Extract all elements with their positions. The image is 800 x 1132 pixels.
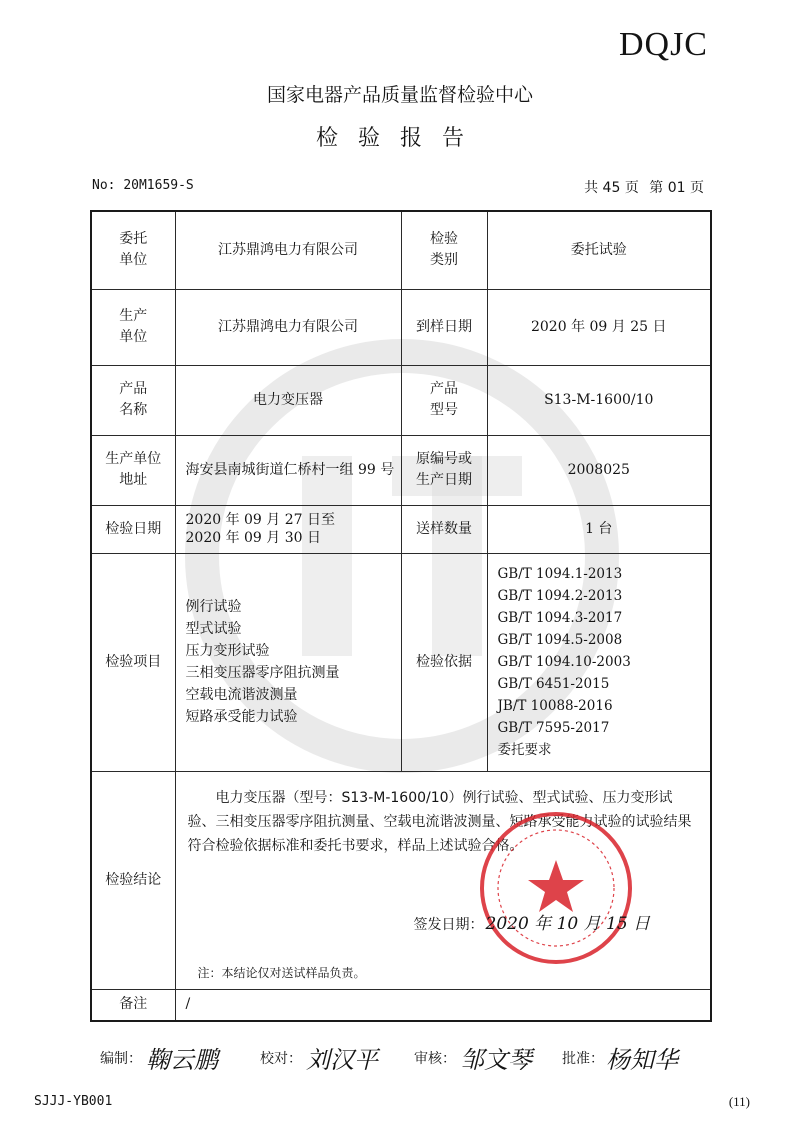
form-code: SJJJ-YB001	[34, 1094, 113, 1109]
arrival-date-label: 到样日期	[401, 289, 487, 365]
model-label: 产品 型号	[401, 365, 487, 435]
manufacturer-value: 江苏鼎鸿电力有限公司	[175, 289, 401, 365]
list-item: 委托要求	[497, 742, 552, 758]
manufacturer-label: 生产 单位	[91, 289, 175, 365]
report-number	[92, 178, 194, 193]
test-type-label: 检验 类别	[401, 211, 487, 289]
list-item: 三相变压器零序阻抗测量	[185, 665, 340, 681]
list-item: 型式试验	[185, 621, 242, 637]
list-item: GB/T 1094.3-2017	[497, 610, 623, 626]
table-row	[91, 771, 711, 989]
list-item: GB/T 1094.1-2013	[497, 566, 623, 582]
address-label: 生产单位 地址	[91, 435, 175, 505]
list-item: GB/T 6451-2015	[497, 676, 610, 692]
address-value: 海安县南城街道仁桥村一组 99 号	[175, 435, 401, 505]
list-item: 压力变形试验	[185, 643, 270, 659]
compiled-label: 编制：	[100, 1051, 142, 1067]
report-number-value: 20M1659-S	[123, 178, 194, 193]
page-total: 共 45 页	[584, 180, 639, 196]
table-row	[91, 989, 711, 1021]
client-label: 委托 单位	[91, 211, 175, 289]
reviewed-signature: 邹文琴	[460, 1046, 532, 1074]
test-type-value: 委托试验	[487, 211, 711, 289]
table-row	[91, 553, 711, 771]
sample-qty-value: 1 台	[487, 505, 711, 553]
approved-label: 批准：	[562, 1051, 604, 1067]
serial-label: 原编号或 生产日期	[401, 435, 487, 505]
footer-page-number: (11)	[728, 1094, 750, 1109]
list-item: GB/T 1094.2-2013	[497, 588, 623, 604]
issue-date	[414, 912, 651, 938]
list-item: JB/T 10088-2016	[497, 698, 613, 714]
remarks-value: /	[175, 989, 711, 1021]
table-row	[91, 211, 711, 289]
table-row	[91, 365, 711, 435]
model-value: S13-M-1600/10	[487, 365, 711, 435]
list-item: 空载电流谐波测量	[185, 687, 298, 703]
conclusion-cell	[175, 771, 711, 989]
test-date-label: 检验日期	[91, 505, 175, 553]
conclusion-label: 检验结论	[91, 771, 175, 989]
checked-label: 校对：	[260, 1051, 302, 1067]
issue-date-label: 签发日期：	[413, 916, 484, 933]
report-number-label: No:	[92, 178, 116, 193]
table-row	[91, 289, 711, 365]
arrival-date-value: 2020 年 09 月 25 日	[487, 289, 711, 365]
approved-signature: 杨知华	[606, 1046, 678, 1074]
signature-row	[92, 1040, 732, 1080]
table-row	[91, 435, 711, 505]
product-label: 产品 名称	[91, 365, 175, 435]
page-current: 第 01 页	[649, 180, 704, 196]
page-count	[578, 177, 704, 197]
reviewed-label: 审核：	[414, 1051, 456, 1067]
list-item: GB/T 1094.10-2003	[497, 654, 631, 670]
corner-mark: DQJC	[618, 26, 708, 63]
serial-value: 2008025	[487, 435, 711, 505]
product-value: 电力变压器	[175, 365, 401, 435]
list-item: GB/T 7595-2017	[497, 720, 610, 736]
official-seal-icon	[476, 808, 636, 968]
basis-label: 检验依据	[401, 553, 487, 771]
client-value: 江苏鼎鸿电力有限公司	[175, 211, 401, 289]
issue-date-value: 2020 年 10 月 15 日	[485, 913, 651, 934]
test-date-value: 2020 年 09 月 27 日至 2020 年 09 月 30 日	[175, 505, 401, 553]
sample-qty-label: 送样数量	[401, 505, 487, 553]
list-item: 短路承受能力试验	[185, 709, 298, 725]
checked-signature: 刘汉平	[306, 1046, 378, 1074]
conclusion-note: 注：本结论仅对送试样品负责。	[197, 965, 366, 980]
compiled-signature: 鞠云鹏	[146, 1046, 218, 1074]
items-list	[175, 553, 401, 771]
items-label: 检验项目	[91, 553, 175, 771]
report-title: 检验报告	[315, 126, 484, 151]
conclusion-text: 电力变压器（型号：S13-M-1600/10）例行试验、型式试验、压力变形试验、三相变压器零序阻抗测量、空载电流谐波测量、短路承受能力试验的试验结果符合检验依据标准和委托书要求，样品上述试验合格。	[187, 789, 692, 854]
basis-list	[487, 553, 711, 771]
table-row	[91, 505, 711, 553]
center-name: 国家电器产品质量监督检验中心	[266, 84, 533, 106]
list-item: 例行试验	[185, 599, 242, 615]
list-item: GB/T 1094.5-2008	[497, 632, 623, 648]
remarks-label: 备注	[91, 989, 175, 1021]
report-table	[90, 210, 712, 1022]
